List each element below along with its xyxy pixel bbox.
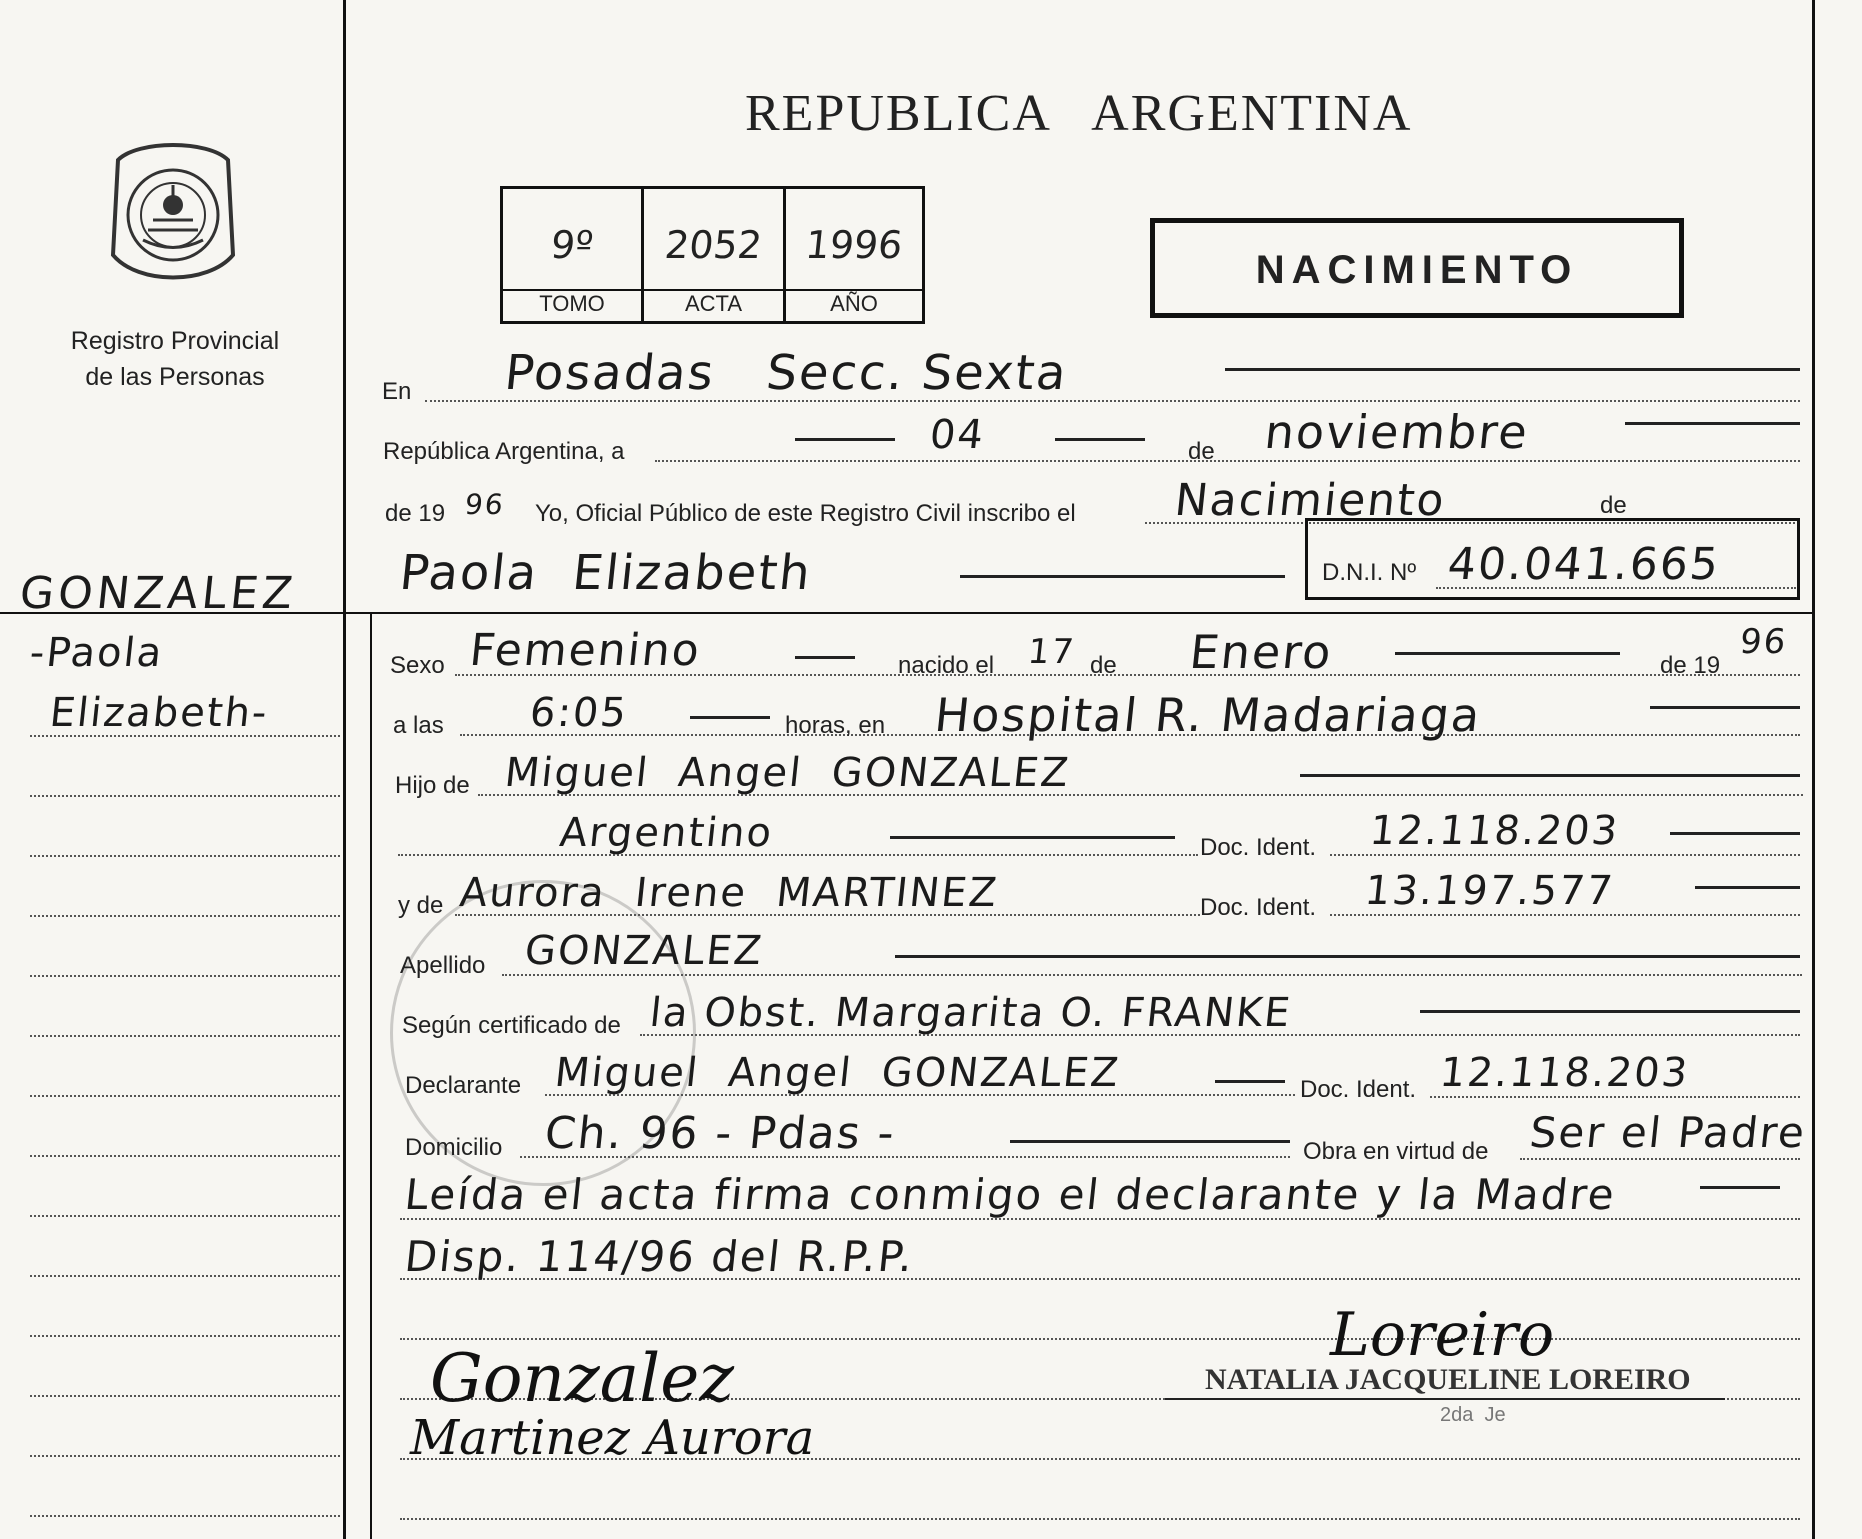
nota-1: Leída el acta firma conmigo el declarante y la Madre (402, 1170, 1619, 1219)
padre-doc-dash (1670, 832, 1800, 835)
record-number-box (500, 186, 925, 324)
margin-line (30, 1515, 340, 1517)
dia-dash-2 (1055, 438, 1145, 441)
obra-label: Obra en virtud de (1303, 1138, 1489, 1165)
obra-value: Ser el Padre (1527, 1108, 1809, 1157)
margin-name-1: -Paola (27, 630, 166, 676)
margin-surname: GONZALEZ (17, 568, 300, 619)
blank-line-4 (400, 1518, 1800, 1520)
margin-line (30, 1155, 340, 1157)
declarante-dash (1215, 1080, 1285, 1083)
madre-doc: 13.197.577 (1362, 868, 1617, 914)
en-value: Posadas Secc. Sexta (502, 345, 1071, 401)
seal-emblem-icon (98, 135, 248, 295)
nac-dia: 17 (1025, 632, 1078, 672)
nacido-label: nacido el (898, 652, 995, 679)
mes-de-label: de (1188, 438, 1215, 465)
dni-label: D.N.I. Nº (1322, 559, 1417, 586)
domicilio-label: Domicilio (405, 1134, 503, 1161)
tomo-value: 9º (548, 223, 596, 267)
padre-nac-dash (890, 836, 1175, 839)
nac-mes: Enero (1187, 625, 1336, 679)
right-border (1812, 0, 1815, 1539)
de19-label: de 19 (385, 500, 446, 527)
dni-box (1305, 518, 1800, 600)
official-signature: Loreiro (1330, 1300, 1555, 1370)
en-label: En (382, 378, 412, 405)
dia-value: 04 (927, 412, 988, 458)
domicilio-value: Ch. 96 - Pdas - (542, 1108, 899, 1159)
declarante-value: Miguel Angel GONZALEZ (552, 1050, 1123, 1096)
official-sign-line (1165, 1398, 1725, 1400)
hijo-label: Hijo de (395, 772, 470, 799)
domicilio-dash (1010, 1140, 1290, 1143)
dni-line (1436, 587, 1796, 589)
padre-doc-label: Doc. Ident. (1200, 834, 1317, 861)
segun-label: Según certificado de (402, 1012, 621, 1039)
acta-label: ACTA (684, 291, 743, 316)
anio-value: 1996 (803, 223, 905, 267)
margin-line (30, 795, 340, 797)
padre-doc-line (1330, 854, 1800, 856)
segun-dash (1420, 1010, 1800, 1013)
left-column-inner-border (370, 612, 372, 1539)
de-after-inscribe: de (1600, 492, 1627, 519)
mes-dash (1625, 422, 1800, 425)
madre-signature: Martinez Aurora (410, 1410, 815, 1466)
nac-line (398, 854, 1198, 856)
nac-mes-dash (1395, 652, 1620, 655)
apellido-dash (895, 955, 1800, 958)
nota-2: Disp. 114/96 del R.P.P. (402, 1232, 917, 1281)
lugar-value: Hospital R. Madariaga (932, 688, 1485, 742)
tomo-label: TOMO (539, 291, 605, 316)
declarante-signature: Gonzalez (430, 1340, 735, 1417)
nac-de19-label: de 19 (1660, 652, 1721, 679)
acta-value: 2052 (662, 223, 765, 267)
yde-label: y de (398, 892, 444, 919)
yo-label: Yo, Oficial Público de este Registro Civil inscribo el (535, 500, 1076, 527)
margin-line (30, 1035, 340, 1037)
segun-value: la Obst. Margarita O. FRANKE (647, 990, 1294, 1036)
nac-anio: 96 (1737, 622, 1790, 662)
dia-dash-1 (795, 438, 895, 441)
margin-line (30, 1395, 340, 1397)
sexo-value: Femenino (467, 625, 704, 676)
anio-inscrip: 96 (463, 488, 507, 521)
declarante-doc-label: Doc. Ident. (1300, 1076, 1417, 1103)
provincial-seal (98, 135, 248, 295)
madre-doc-dash (1695, 886, 1800, 889)
official-subtitle: 2da Je (1440, 1404, 1506, 1426)
padre-value: Miguel Angel GONZALEZ (502, 750, 1073, 796)
padre-doc: 12.118.203 (1367, 808, 1622, 854)
margin-line (30, 735, 340, 737)
nombre-value: Paola Elizabeth (397, 545, 815, 601)
registry-name: Registro Provincial de las Personas (70, 327, 280, 391)
margin-line (30, 915, 340, 917)
obra-line (1520, 1158, 1800, 1160)
rep-label: República Argentina, a (383, 438, 625, 465)
mes-value: noviembre (1262, 405, 1532, 459)
official-name: NATALIA JACQUELINE LOREIRO (1205, 1363, 1691, 1396)
margin-line (30, 1275, 340, 1277)
left-column-border (343, 0, 346, 1539)
country-title: REPUBLICA ARGENTINA (745, 85, 1413, 142)
document-type-box (1150, 218, 1684, 318)
dni-value: 40.041.665 (1445, 539, 1723, 590)
declarante-doc: 12.118.203 (1437, 1050, 1692, 1096)
hora-dash (690, 716, 770, 719)
nac-de-label: de (1090, 652, 1117, 679)
sexo-label: Sexo (390, 652, 445, 679)
sexo-dash (795, 656, 855, 659)
margin-line (30, 975, 340, 977)
madre-value: Aurora Irene MARTINEZ (457, 870, 1001, 916)
lugar-dash (1650, 706, 1800, 709)
apellido-line (502, 974, 1802, 976)
margin-line (30, 1335, 340, 1337)
declarante-doc-line (1430, 1096, 1800, 1098)
margin-line (30, 1215, 340, 1217)
document-type: NACIMIENTO (1255, 248, 1579, 292)
alas-label: a las (393, 712, 444, 739)
horas-label: horas, en (785, 712, 886, 739)
nombre-dash (960, 575, 1285, 578)
rep-line (655, 460, 1800, 462)
declarante-label: Declarante (405, 1072, 522, 1099)
padre-nacionalidad: Argentino (557, 810, 776, 856)
margin-name-2: Elizabeth- (47, 690, 271, 736)
margin-line (30, 855, 340, 857)
apellido-value: GONZALEZ (522, 928, 766, 974)
margin-line (30, 1455, 340, 1457)
nota1-dash (1700, 1186, 1780, 1189)
madre-doc-label: Doc. Ident. (1200, 894, 1317, 921)
padre-dash (1300, 774, 1800, 777)
en-dash (1225, 368, 1800, 371)
madre-doc-line (1330, 914, 1800, 916)
inscribe-value: Nacimiento (1172, 475, 1449, 526)
hora-value: 6:05 (527, 690, 631, 736)
anio-label: AÑO (830, 291, 878, 316)
apellido-label: Apellido (400, 952, 486, 979)
margin-line (30, 1095, 340, 1097)
